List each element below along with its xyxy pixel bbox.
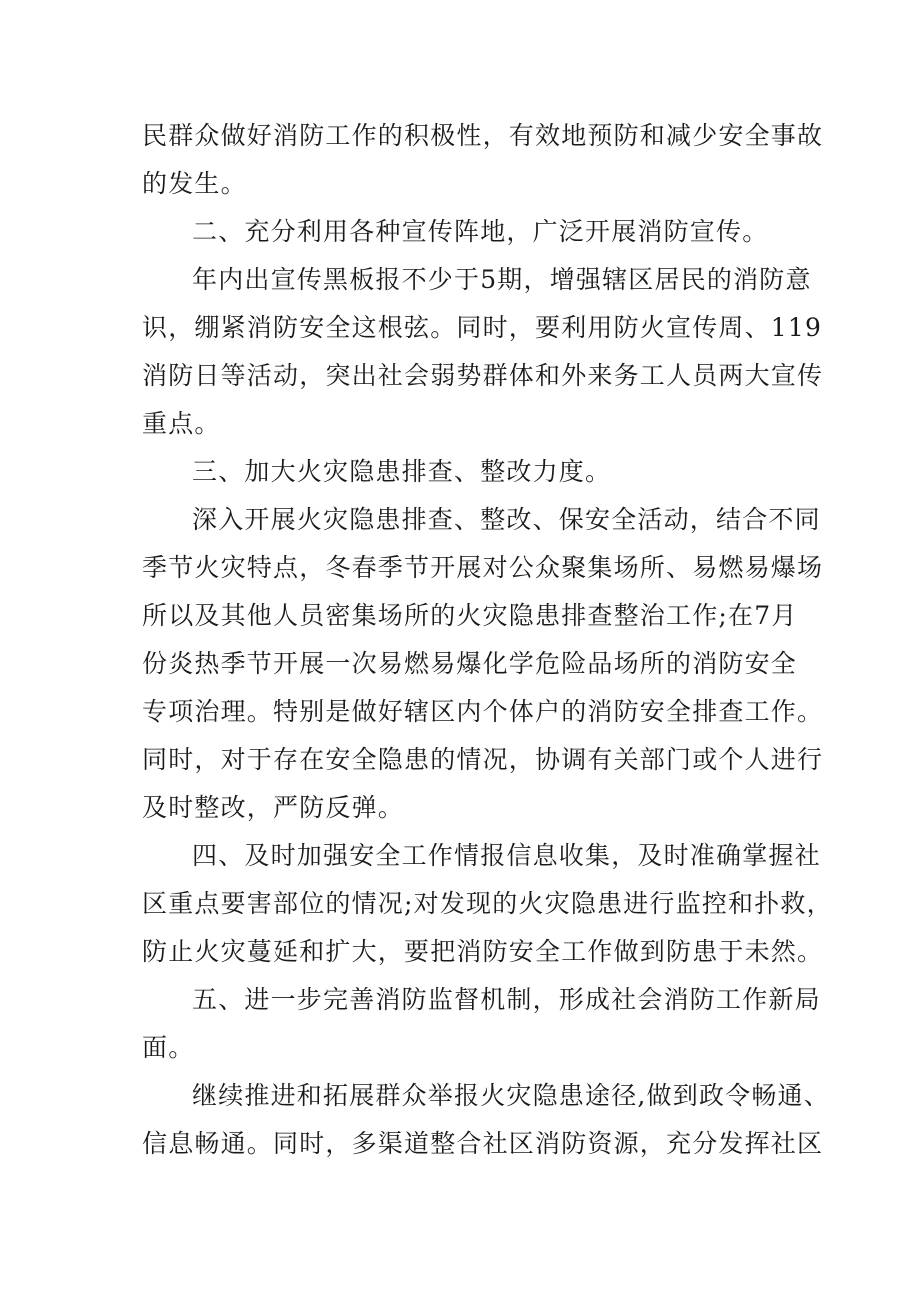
text-line: 重点。 [142,409,221,438]
text-line: 年内出宣传黑板报不少于5期，增强辖区居民的消防意 [192,265,812,294]
text-line: 同时，对于存在安全隐患的情况，协调有关部门或个人进行 [142,745,824,774]
section-heading: 三、加大火灾隐患排查、整改力度。 [192,457,612,486]
text-line: 的发生。 [142,169,247,198]
text-line: 信息畅通。同时，多渠道整合社区消防资源，充分发挥社区 [142,1129,824,1158]
text-line: 专项治理。特别是做好辖区内个体户的消防安全排查工作。 [142,697,824,726]
section-heading: 二、充分利用各种宣传阵地，广泛开展消防宣传。 [192,217,769,246]
text-line: 及时整改，严防反弹。 [142,793,405,822]
text-line: 识，绷紧消防安全这根弦。同时，要利用防火宣传周、119 [142,313,823,342]
text-line: 继续推进和拓展群众举报火灾隐患途径,做到政令畅通、 [192,1081,830,1110]
text-line: 深入开展火灾隐患排查、整改、保安全活动，结合不同 [192,505,821,534]
text-line: 区重点要害部位的情况;对发现的火灾隐患进行监控和扑救， [142,889,833,918]
section-heading: 五、进一步完善消防监督机制，形成社会消防工作新局 [192,985,821,1014]
section-heading: 四、及时加强安全工作情报信息收集，及时准确掌握社 [192,841,821,870]
text-line: 防止火灾蔓延和扩大，要把消防安全工作做到防患于未然。 [142,937,824,966]
text-line: 所以及其他人员密集场所的火灾隐患排查整治工作;在7月 [142,601,798,630]
text-line: 份炎热季节开展一次易燃易爆化学危险品场所的消防安全 [142,649,798,678]
text-line: 消防日等活动，突出社会弱势群体和外来务工人员两大宣传 [142,361,824,390]
text-line: 面。 [142,1033,195,1062]
text-line: 民群众做好消防工作的积极性，有效地预防和减少安全事故 [142,121,824,150]
text-line: 季节火灾特点，冬春季节开展对公众聚集场所、易燃易爆场 [142,553,824,582]
